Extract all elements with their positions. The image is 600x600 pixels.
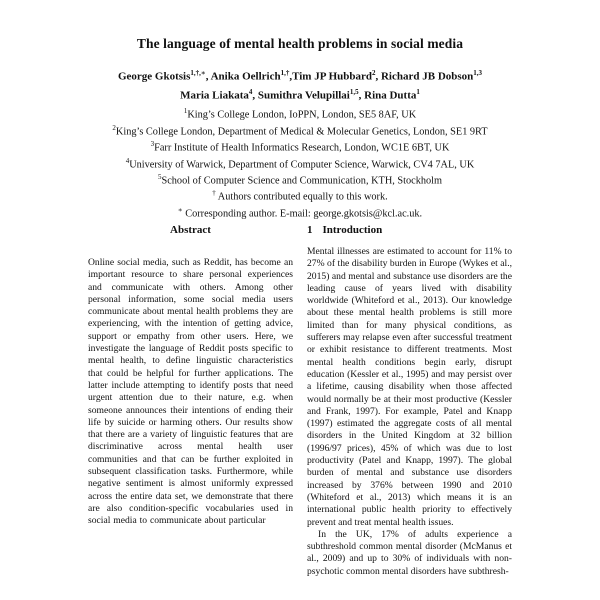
introduction-heading	[307, 224, 512, 236]
section-number: 1	[307, 224, 313, 236]
section-title: Introduction	[322, 224, 383, 236]
affiliation-4: $^4$University of Warwick, Department of Computer Science, Warwick, CV4 7AL, UK	[125, 156, 475, 170]
paper-title: The language of mental health problems in social media	[136, 36, 464, 51]
corresponding-author-note: ∗ Corresponding author. E-mail: george.gkotsis@kcl.ac.uk.	[177, 205, 423, 220]
affiliation-2: $^2$King’s College London, Department of Medical & Molecular Genetics, London, SE1 9RT	[112, 123, 488, 138]
affiliation-5: $^5$School of Computer Science and Communication, KTH, Stockholm	[157, 173, 443, 187]
affiliation-1: $^1$King’s College London, IoPPN, London, SE5 8AF, UK	[183, 107, 417, 121]
front-matter	[0, 0, 600, 220]
right-column	[307, 222, 512, 600]
left-column	[88, 222, 293, 600]
introduction-paragraph-2: In the UK, 17% of adults experience a subthreshold common mental disorder (McManus et al., 2009) and up to 30% of individuals with non-psychotic common mental disorders have subthresh-	[307, 528, 512, 577]
authors-line-2: Maria Liakata$^4$, Sumithra Velupillai$^{1,5}$, Rina Dutta$^1$	[180, 87, 420, 102]
abstract-heading: Abstract	[170, 224, 211, 236]
two-column-body	[88, 222, 512, 600]
affiliations	[0, 105, 600, 220]
introduction-paragraph-1: Mental illnesses are estimated to account for 11% to 27% of the disability burden in Europe (Wykes et al., 2015) and mental and substance use disorders are the leading cause of years lived with disability worldwide (Whiteford et al., 2013). Our knowledge about these mental health problems is still more limited than for many physical conditions, as sufferers may relapse even after successful treatment or exhibit resistance to different treatments. Most mental health conditions begin early, disrupt education (Kessler et al., 1995) and may persist over a lifetime, causing disability when those affected would normally be at their most productive (Kessler and Frank, 1997). For example, Patel and Knapp (1997) estimated the aggregate costs of all mental disorders in the United Kingdom at 32 billion (1996/97 prices), 45% of which was due to lost productivity (Patel and Knapp, 1997). The global burden of mental and substance use disorders increased by 376% between 1990 and 2010 (Whiteford et al., 2013) which means it is an international public health priority to effectively prevent and treat mental health issues.	[307, 246, 512, 528]
authors-line-1: George Gkotsis$^{1,\dagger,∗}$, Anika Oellrich$^{1,\dagger}$,Tim JP Hubbard$^2$, Richard JB Dobson$^{1,3}$	[117, 69, 483, 83]
affiliation-3: $^3$Farr Institute of Health Informatics Research, London, WC1E 6BT, UK	[150, 140, 450, 154]
equal-contribution-note: † Authors contributed equally to this work.	[212, 189, 388, 203]
abstract-text: Online social media, such as Reddit, has become an important resource to share personal experiences and communicate with others. Among other personal information, some social media users communicate about mental health problems they are experiencing, with the intention of getting advice, support or empathy from other users. Here, we investigate the language of Reddit posts specific to mental health, to define linguistic characteristics that could be helpful for further applications. The latter include attempting to identify posts that need urgent attention due to their nature, e.g. when someone announces their intentions of ending their life by suicide or harming others. Our results show that there are a variety of linguistic features that are discriminative across mental health user communities and that can be further exploited in subsequent classification tasks. Furthermore, while negative sentiment is almost uniformly expressed across the entire data set, we demonstrate that there are also condition-specific vocabularies used in social media to communicate about particular	[88, 257, 293, 527]
